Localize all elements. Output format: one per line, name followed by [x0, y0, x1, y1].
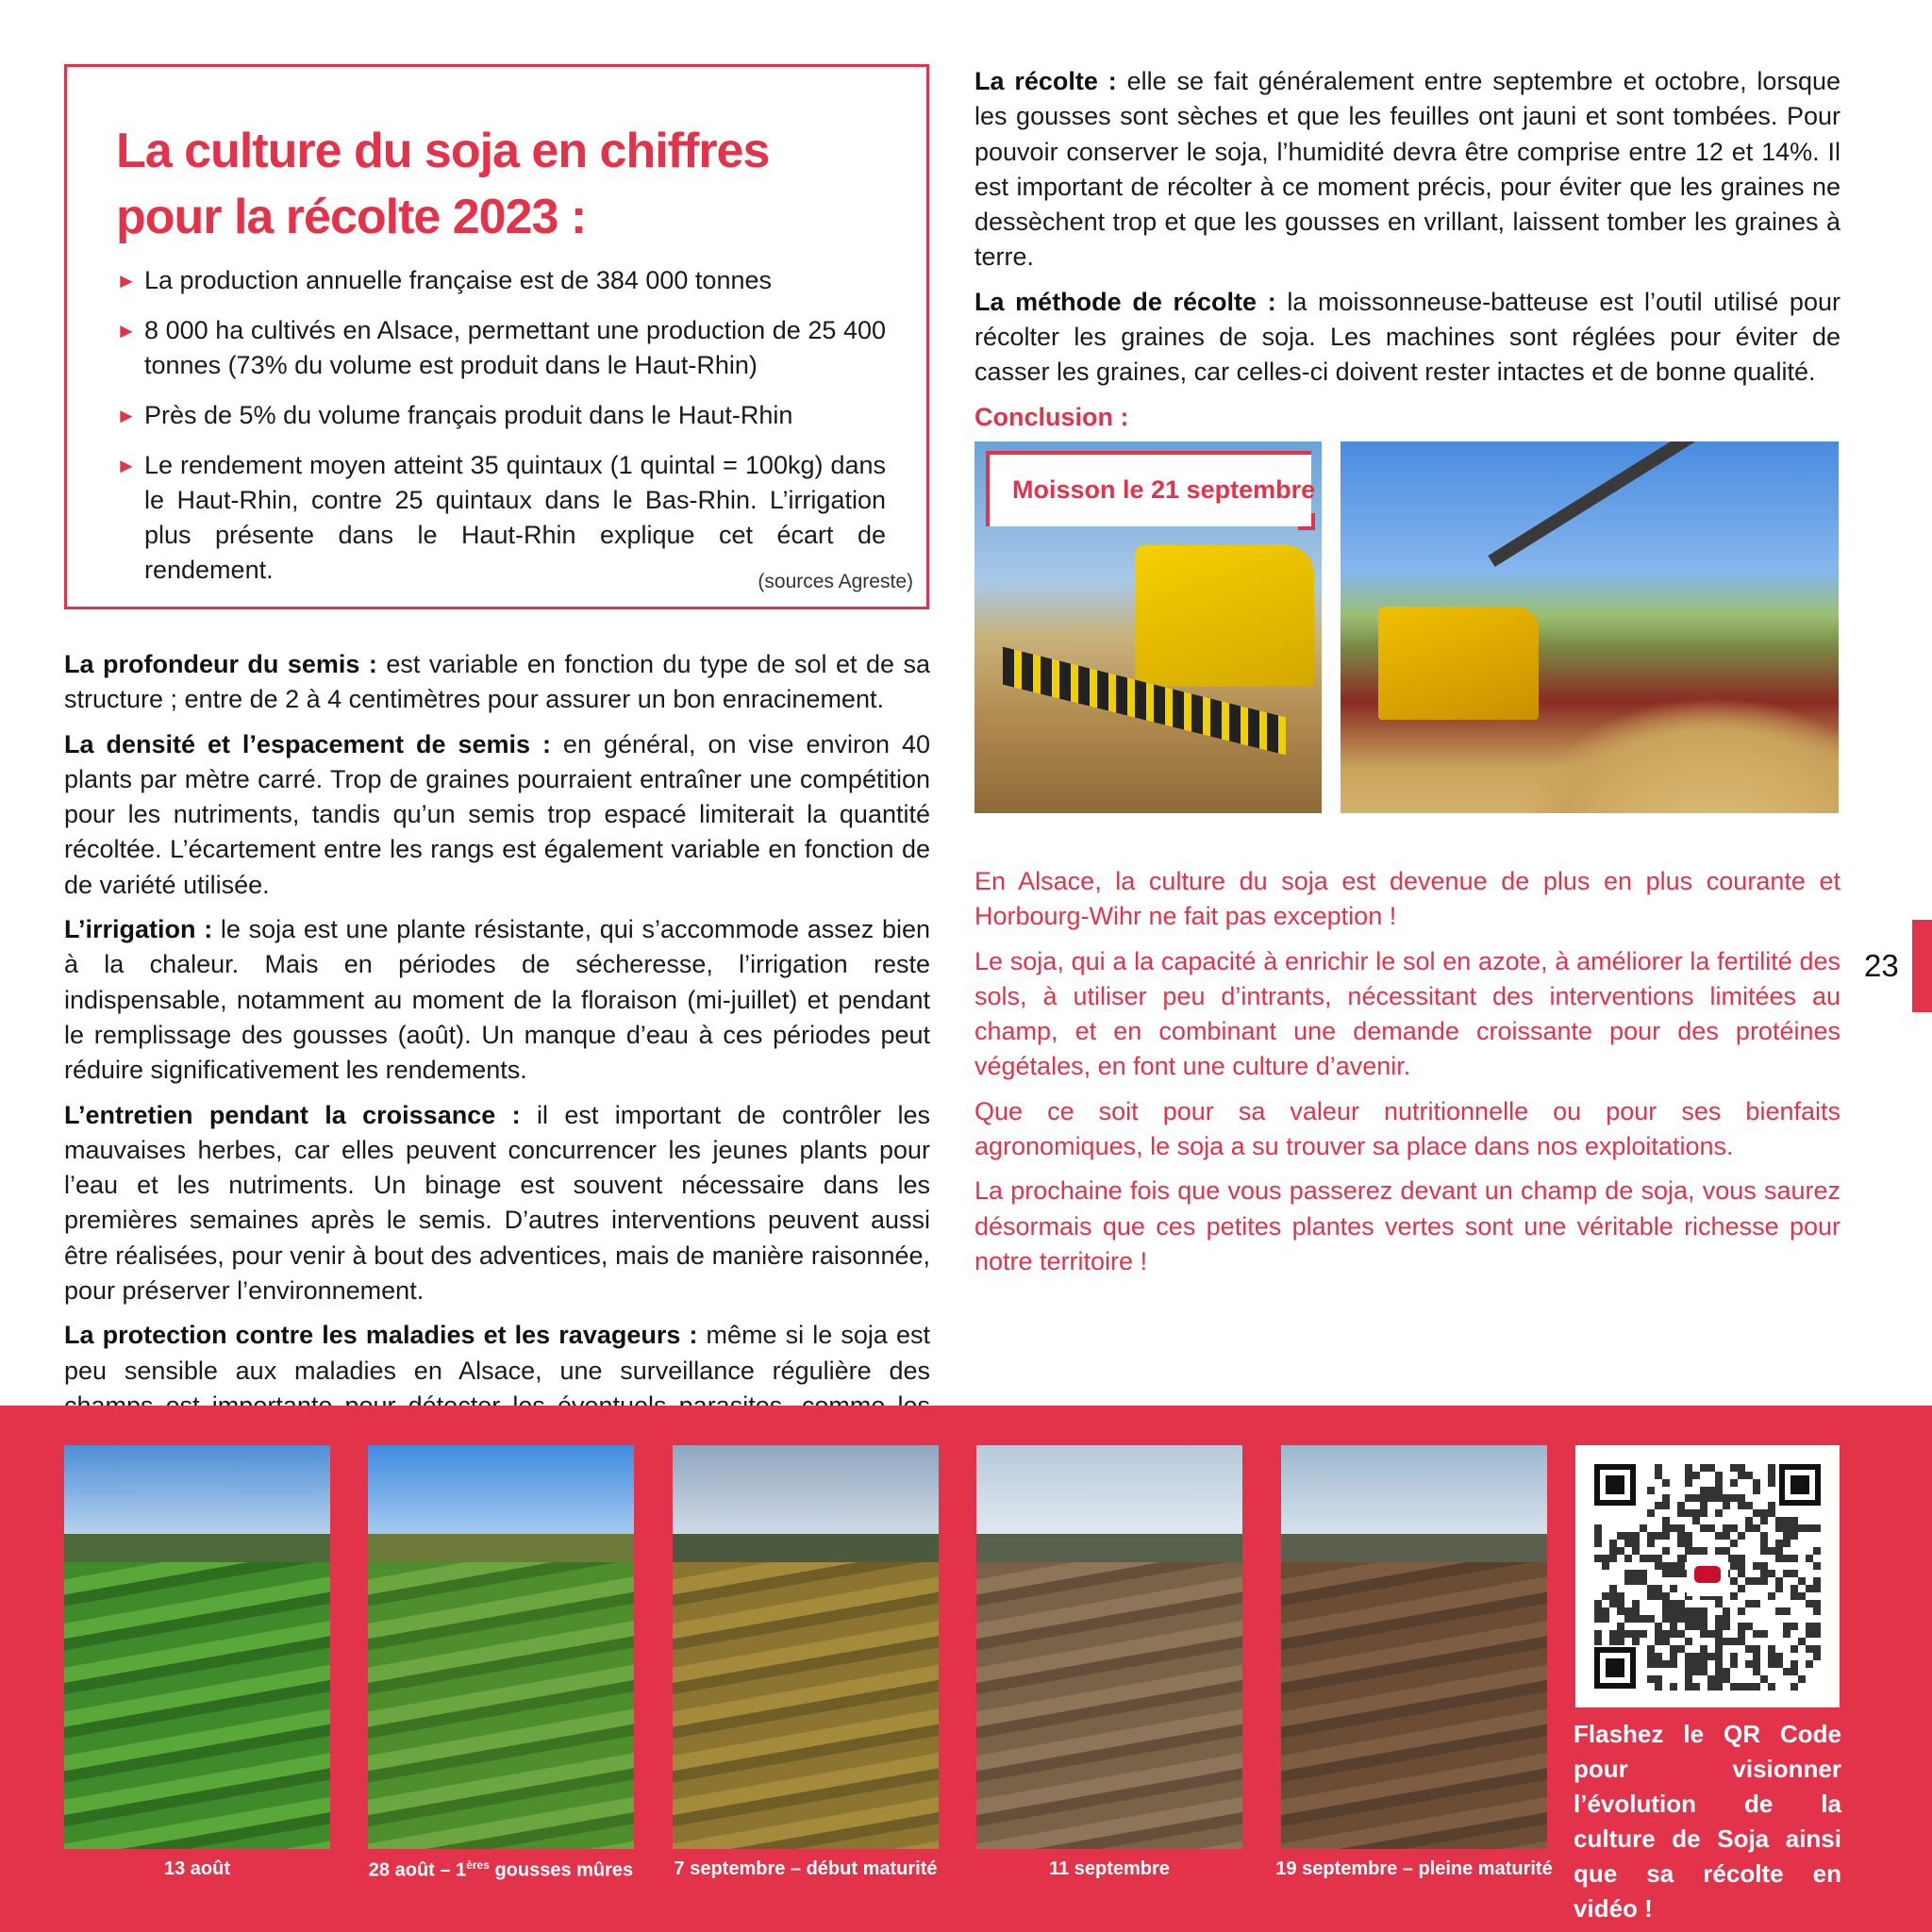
field-photo-sep11	[976, 1445, 1242, 1849]
stats-item: ► La production annuelle française est de 384 000 tonnes	[116, 263, 886, 298]
qr-instructions: Flashez le QR Code pour visionner l’évolution de la culture de Soja ainsi que sa récolte en vidéo !	[1574, 1720, 1841, 1923]
harvest-photo-unloading	[1341, 441, 1839, 813]
left-column	[64, 647, 930, 1469]
paragraph-harvest: La récolte : elle se fait généralement entre septembre et octobre, lorsque les gousses sont sèches et que les feuilles ont jauni et sont tombées. Pour pouvoir conserver le soja, l’humidité devra être comprise entre 12 et 14%. Il est important de récolter à ce moment précis, pour éviter que les graines ne dessèchent trop et que les gousses en vrillant, laissent tomber les graines à terre.	[974, 67, 1840, 272]
conclusion-paragraph: La prochaine fois que vous passerez devant un champ de soja, vous saurez désormais que ces petites plantes vertes sont une véritable richesse pour notre territoire !	[974, 1176, 1840, 1275]
right-column	[974, 64, 1840, 435]
conclusion-paragraph: Que ce soit pour sa valeur nutritionnelle ou pour ses bienfaits agronomiques, le soja a su trouver sa place dans nos exploitations.	[974, 1096, 1840, 1161]
stats-item: ► Près de 5% du volume français produit dans le Haut-Rhin	[116, 398, 886, 433]
paragraph-sowing-density: La densité et l’espacement de semis : en général, on vise environ 40 plants par mètre carré. Trop de graines pourraient entraîner une compétition pour les nutriments, tandis qu’un semis trop espacé limiterait la quantité récoltée. L’écartement entre les rangs est également variable en fonction de de variété utilisée.	[64, 729, 930, 899]
harvest-caption: Moisson le 21 septembre	[986, 451, 1311, 526]
field-photo-sep19	[1281, 1445, 1547, 1849]
paragraph-maintenance: L’entretien pendant la croissance : il est important de contrôler les mauvaises herbes, car elles peuvent concurrencer les jeunes plants pour l’eau et les nutriments. Un binage est souvent nécessaire dans les premières semaines après le semis. D’autres interventions peuvent aussi être réalisées, pour venir à bout des adventices, mais de manière raisonnée, pour préserver l’environnement.	[64, 1100, 930, 1306]
bullet-triangle-icon: ►	[116, 404, 137, 427]
bullet-triangle-icon: ►	[116, 319, 137, 342]
field-photo-aug28	[368, 1445, 634, 1849]
qr-code-icon	[1575, 1445, 1840, 1707]
stats-source: (sources Agreste)	[758, 571, 913, 592]
field-photo-sep07	[673, 1445, 939, 1849]
conclusion-paragraph: En Alsace, la culture du soja est devenue de plus en plus courante et Horbourg-Wihr ne fait pas exception !	[974, 867, 1840, 931]
field-caption: 11 septembre	[1049, 1858, 1170, 1879]
bullet-triangle-icon: ►	[116, 454, 137, 477]
conclusion-text	[974, 864, 1840, 1289]
page-tab	[1912, 920, 1932, 1012]
unloading-auger-shape	[1488, 441, 1758, 567]
stats-title	[116, 118, 890, 250]
combine-harvester-shape	[1135, 545, 1314, 687]
conclusion-paragraph: Le soja, qui a la capacité à enrichir le sol en azote, à améliorer la fertilité des sols, à utiliser peu d’intrants, nécessitant des interventions limitées au champ, et en combinant une demande croissante pour des protéines végétales, en font une culture d’avenir.	[974, 946, 1840, 1081]
stats-item: ► 8 000 ha cultivés en Alsace, permettant une production de 25 400 tonnes (73% du volume est produit dans le Haut-Rhin)	[116, 313, 886, 383]
stats-title-line1: La culture du soja en chiffres	[116, 124, 770, 178]
page-number: 23	[1864, 948, 1899, 983]
bullet-triangle-icon: ►	[116, 269, 137, 292]
conclusion-heading: Conclusion :	[974, 402, 1129, 431]
paragraph-irrigation: L’irrigation : le soja est une plante résistante, qui s’accommode assez bien à la chaleur. Mais en périodes de sécheresse, l’irrigation reste indispensable, notamment au moment de la floraison (mi-juillet) et pendant le remplissage des gousses (août). Un manque d’eau à ces périodes peut réduire significativement les rendements.	[64, 915, 930, 1085]
stats-item: ► Le rendement moyen atteint 35 quintaux (1 quintal = 100kg) dans le Haut-Rhin, contre 25 quintaux dans le Bas-Rhin. L’irrigation plus présente dans le Haut-Rhin explique cet écart de rendement.	[116, 448, 886, 588]
paragraph-protection: La protection contre les maladies et les ravageurs : même si le soja est peu sensible aux maladies en Alsace, une surveillance régulière des	[64, 1321, 930, 1385]
field-caption: 19 septembre – pleine maturité	[1275, 1858, 1553, 1879]
field-caption: 13 août	[163, 1858, 231, 1879]
paragraph-harvest-method: La méthode de récolte : la moissonneuse-batteuse est l’outil utilisé pour récolter les graines de soja. Les machines sont réglées pour éviter de casser les graines, car celles-ci doivent rester intactes et de bonne qualité.	[974, 287, 1840, 387]
paragraph-sowing-depth: La profondeur du semis : est variable en fonction du type de sol et de sa structure ; entre de 2 à 4 centimètres pour assurer un bon enracinement.	[64, 650, 930, 714]
stats-list	[116, 263, 886, 603]
field-photo-aug13	[64, 1445, 330, 1849]
stats-box	[64, 64, 929, 609]
qr-code[interactable]	[1575, 1445, 1840, 1707]
grain-pile-shape	[1510, 696, 1839, 813]
field-caption: 7 septembre – début maturité	[674, 1858, 938, 1879]
field-caption: 28 août – 1ères gousses mûres	[368, 1858, 634, 1881]
stats-title-line2: pour la récolte 2023 :	[116, 190, 587, 244]
